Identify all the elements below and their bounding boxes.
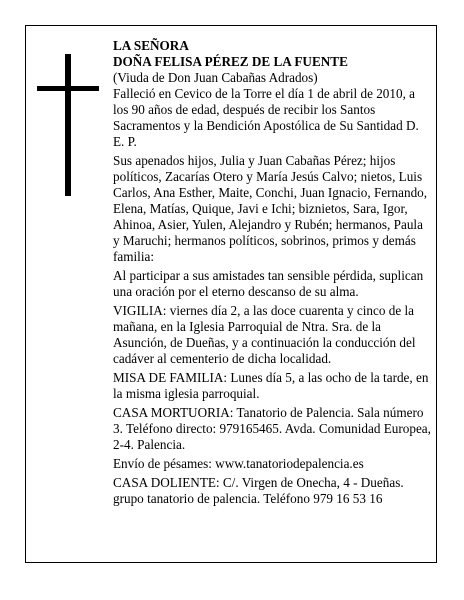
heading-line: LA SEÑORA <box>113 38 189 53</box>
condolences-info: Envío de pésames: www.tanatoriodepalencia.es <box>113 456 364 471</box>
obituary-text <box>113 38 431 510</box>
death-notice: Falleció en Cevico de la Torre el día 1 de abril de 2010, a los 90 años de edad, después de recibir los Santos Sacramentos y la Bendición Apostólica de Su Santidad D. E. P. <box>113 86 419 149</box>
cross-icon <box>65 54 71 196</box>
funeral-home-info: CASA MORTUORIA: Tanatorio de Palencia. Sala número 3. Teléfono directo: 979165465. Avda. Comunidad Europea, 2-4. Palencia. <box>113 405 431 452</box>
widow-note: (Viuda de Don Juan Cabañas Adrados) <box>113 70 318 85</box>
prayer-request: Al participar a sus amistades tan sensible pérdida, suplican una oración por el eterno descanso de su alma. <box>113 268 424 299</box>
cross-icon-arm <box>37 86 99 91</box>
vigil-info: VIGILIA: viernes día 2, a las doce cuarenta y cinco de la mañana, en la Iglesia Parroquial de Ntra. Sra. de la Asunción, de Dueñas, y a continuación la conducción del cadáver al cementerio de dicha localidad. <box>113 303 416 366</box>
deceased-name: DOÑA FELISA PÉREZ DE LA FUENTE <box>113 54 348 69</box>
family-mass-info: MISA DE FAMILIA: Lunes día 5, a las ocho de la tarde, en la misma iglesia parroquial. <box>113 370 429 401</box>
mourning-house-info: CASA DOLIENTE: C/. Virgen de Onecha, 4 - Dueñas. grupo tanatorio de palencia. Teléfono 979 16 53 16 <box>113 475 404 506</box>
family-list: Sus apenados hijos, Julia y Juan Cabañas Pérez; hijos políticos, Zacarías Otero y María Jesús Calvo; nietos, Luis Carlos, Ana Esther, Maite, Conchi, Juan Ignacio, Fernando, Elena, Matías, Quique, Javi e Ichi; biznietos, Sara, Igor, Ahinoa, Asier, Yulen, Alejandro y Rubén; hermanos, Paula y Maruchi; hermanos políticos, sobrinos, primos y demás familia: <box>113 153 428 264</box>
